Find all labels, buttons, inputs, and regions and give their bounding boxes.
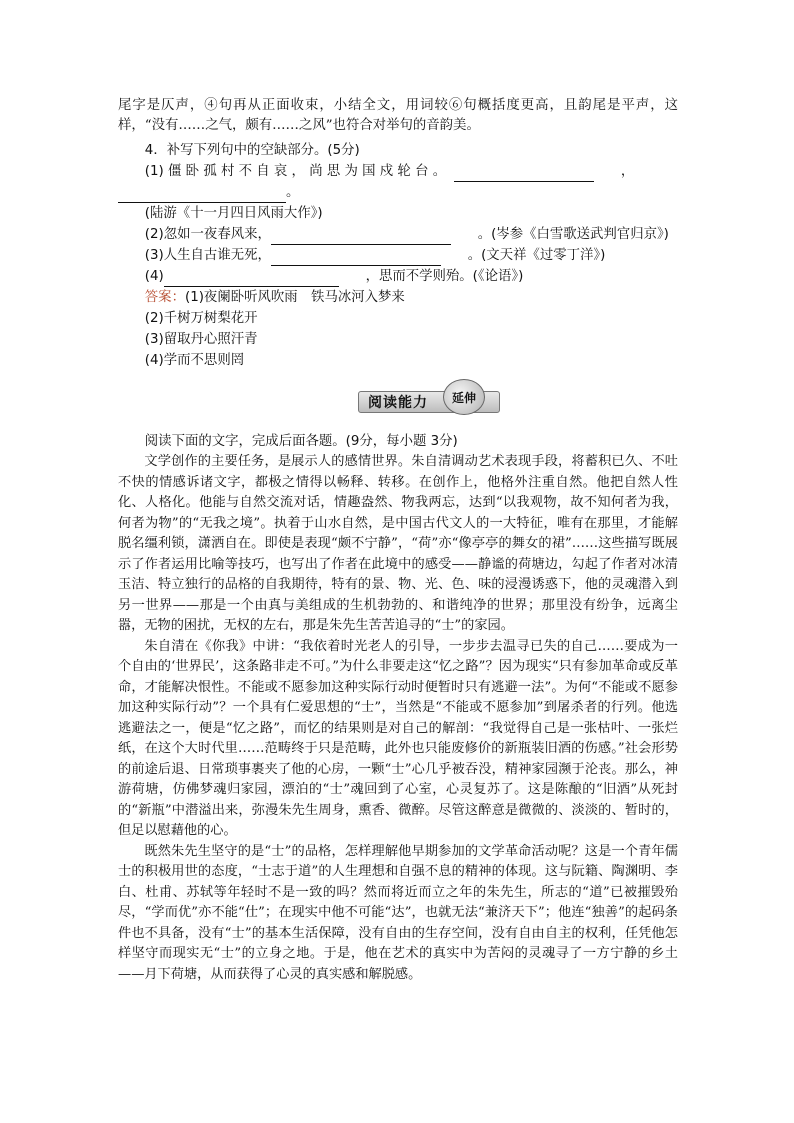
document-page: [118, 96, 678, 985]
question-4-line-1b: [118, 182, 678, 203]
question-4-line-3: [118, 245, 678, 266]
passage-paragraph-2: 朱自清在《你我》中讲：“我依着时光老人的引导，一步步去温寻已失的自己……要成为一个自由的‘世界民’，这条路非走不可。”为什么非要走这“忆之路”？因为现实“只有参加革命或反革命，才能解决恨性。不能或不愿参加这种实际行动时便暂时只有逃避一法”。为何“不能或不愿参加这种实际行动”？一个具有仁爱思想的“士”，当然是“不能或不愿参加”到屠杀者的行列。他选逃避法之一，便是“忆之路”，而忆的结果则是对自己的解剖：“我觉得自己是一张枯叶、一张烂纸，在这个大时代里……范畴终于只是范畴，此外也只能废修价的新瓶装旧酒的伤感。”社会形势的前途后退、日常琐事裹夹了他的心房，一颗“士”心几乎被吞没，精神家园濒于沦丧。那么，神游荷塘，仿佛梦魂归家园，漂泊的“士”魂回到了心室，心灵复苏了。这是陈酿的“旧酒”从死封的“新瓶”中潜溢出来，弥漫朱先生周身，熏香、微醉。尽管这醉意是微微的、淡淡的、暂时的，但足以慰藉他的心。: [118, 638, 678, 838]
q4-line1-sep: ，: [620, 164, 635, 179]
q4-line1-end: 。: [286, 185, 300, 200]
banner-badge-text: 延伸: [451, 390, 476, 405]
q4-line2-prefix: (2)忽如一夜春风来，: [144, 227, 271, 242]
q4-blank-1b[interactable]: [118, 188, 286, 203]
reading-section-banner: [118, 377, 678, 423]
banner-label: 阅读能力: [368, 395, 428, 411]
answer-3: (3)留取丹心照汗青: [144, 332, 258, 347]
q4-line4-suffix: ，思而不学则殆。(《论语》): [365, 269, 524, 284]
answer-2: (2)千树万树梨花开: [144, 311, 258, 326]
answer-line-1: [118, 287, 678, 308]
question-4-line-1: [118, 161, 678, 182]
passage-paragraph-3: 既然朱先生坚守的是“士”的品格，怎样理解他早期参加的文学革命活动呢？这是一个青年儒士的积极用世的态度，“士志于道”的人生理想和自强不息的精神的体现。这与阮籍、陶渊明、李白、杜甫、苏轼等年轻时不是一致的吗？然而将近而立之年的朱先生，所志的“道”已被摧毁殆尽，“学而优”亦不能“仕”；在现实中他不可能“达”，也就无法“兼济天下”；他连“独善”的起码条件也不具备，没有“士”的基本生活保障，没有自由的生存空间，没有自由自主的权利，任凭他怎样坚守而现实无“士”的立身之地。于是，他在艺术的真实中为苦闷的灵魂寻了一方宁静的乡土——月下荷塘，从而获得了心灵的真实感和解脱感。: [118, 843, 678, 982]
top-paragraph: 尾字是仄声，④句再从正面收束，小结全文，用词较⑥句概括度更高，且韵尾是平声，这样，“没有……之气，颇有……之风”也符合对举句的音韵美。: [118, 98, 678, 133]
q4-line2-suffix: 。(岑参《白雪歌送武判官归京》): [477, 227, 669, 242]
q4-blank-3[interactable]: [271, 251, 441, 266]
q4-line4-prefix: (4): [144, 269, 164, 284]
q4-blank-2[interactable]: [271, 230, 451, 245]
q4-blank-4[interactable]: [164, 272, 339, 287]
question-4-title: 4．补写下列句中的空缺部分。(5分): [144, 143, 360, 158]
q4-line3-suffix: 。(文天祥《过零丁洋》): [467, 248, 606, 263]
q4-blank-1a[interactable]: [454, 167, 594, 182]
reading-instruction: 阅读下面的文字，完成后面各题。(9分，每小题 3分): [144, 434, 458, 449]
question-4-line-4: [118, 266, 678, 287]
q4-line1-prefix: (1) 僵 卧 孤 村 不 自 哀 ， 尚 思 为 国 戍 轮 台 。: [144, 164, 447, 179]
answer-1: (1)夜阑卧听风吹雨 铁马冰河入梦来: [184, 290, 405, 305]
q4-line3-prefix: (3)人生自古谁无死，: [144, 248, 271, 263]
answer-4: (4)学而不思则罔: [144, 353, 245, 368]
answer-label: 答案：: [144, 290, 185, 305]
passage-paragraph-1: 文学创作的主要任务，是展示人的感情世界。朱自清调动艺术表现手段，将蓄积已久、不吐不快的情感诉诸文字，都极之情得以畅释、转移。在创作上，他格外注重自然。他把自然人性化、人格化。他能与自然交流对话，情趣盎然、物我两忘，达到“以我观物，故不知何者为我，何者为物”的“无我之境”。执着于山水自然，是中国古代文人的一大特征，唯有在那里，才能解脱名缰利锁，潇洒自在。即使是表现“颇不宁静”，“荷”亦“像亭亭的舞女的裙”……这些描写既展示了作者运用比喻等技巧，也写出了作者在此境中的感受——静谧的荷塘边，勾起了作者对冰清玉洁、特立独行的品格的自我期待，特有的景、物、光、色、味的浸漫诱惑下，他的灵魂潜入到另一世界——那是一个由真与美组成的生机勃勃的、和谐纯净的世界；那里没有纷争，远离尘嚣，无物的困扰，无权的左右，那是朱先生苦苦追寻的“士”的家园。: [118, 454, 678, 633]
banner-badge: [443, 379, 485, 415]
question-4-line-2: [118, 224, 678, 245]
q4-line1-source: (陆游《十一月四日风雨大作》): [144, 206, 323, 221]
